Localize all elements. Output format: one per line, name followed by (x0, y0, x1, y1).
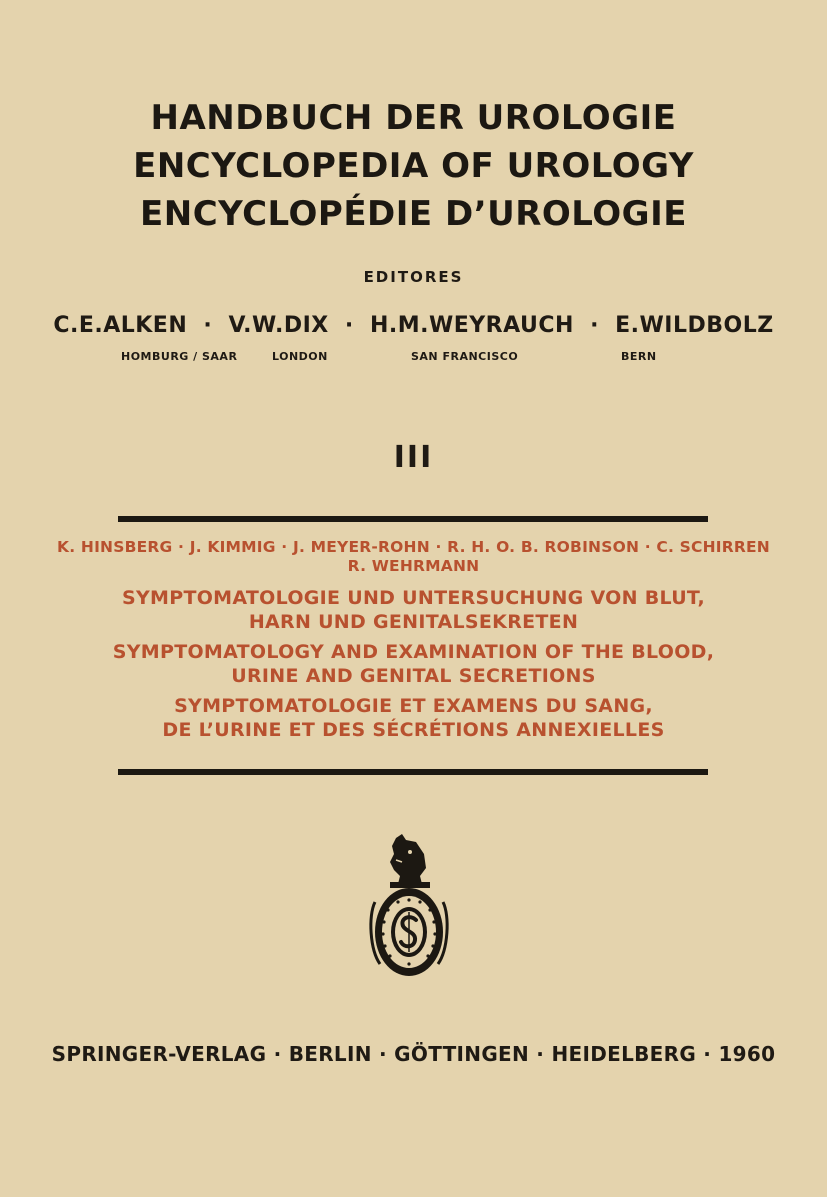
editors-row (0, 313, 827, 338)
subtitle-german-line-1: SYMPTOMATOLOGIE UND UNTERSUCHUNG VON BLUT, (121, 587, 706, 609)
subtitle-french-line-1: SYMPTOMATOLOGIE ET EXAMENS DU SANG, (174, 695, 653, 717)
subtitle-german-line-2: HARN UND GENITALSEKRETEN (248, 611, 579, 633)
editor-city: HOMBURG / SAAR (121, 350, 238, 363)
series-title-french: ENCYCLOPÉDIE D’UROLOGIE (140, 194, 687, 234)
bottom-rule (118, 769, 708, 775)
editores-label: EDITORES (363, 268, 464, 286)
springer-chess-knight-logo-icon (366, 832, 452, 980)
authors-line-1: K. HINSBERG · J. KIMMIG · J. MEYER-ROHN · R. H. O. B. ROBINSON · C. SCHIRREN (57, 538, 770, 556)
editor-city: LONDON (272, 350, 328, 363)
series-title-german: HANDBUCH DER UROLOGIE (150, 98, 677, 138)
authors-line-2: R. WEHRMANN (347, 557, 480, 575)
subtitle-french-line-2: DE L’URINE ET DES SÉCRÉTIONS ANNEXIELLES (162, 719, 665, 741)
subtitle-english-line-1: SYMPTOMATOLOGY AND EXAMINATION OF THE BLOOD, (112, 641, 715, 663)
top-rule (118, 516, 708, 522)
editor-name: H.M.WEYRAUCH (369, 313, 574, 338)
series-title-english: ENCYCLOPEDIA OF UROLOGY (133, 146, 694, 186)
editor-separator: · (590, 313, 599, 338)
publisher-line: SPRINGER-VERLAG · BERLIN · GÖTTINGEN · HEIDELBERG · 1960 (51, 1042, 776, 1066)
editor-name: E.WILDBOLZ (615, 313, 774, 338)
editor-name: V.W.DIX (228, 313, 329, 338)
editor-separator: · (344, 313, 354, 338)
editor-separator: · (203, 313, 213, 338)
editor-name: C.E.ALKEN (53, 313, 188, 338)
editor-city: BERN (621, 350, 657, 363)
subtitle-english-line-2: URINE AND GENITAL SECRETIONS (231, 665, 596, 687)
editor-city: SAN FRANCISCO (411, 350, 519, 363)
volume-number: III (393, 440, 434, 475)
